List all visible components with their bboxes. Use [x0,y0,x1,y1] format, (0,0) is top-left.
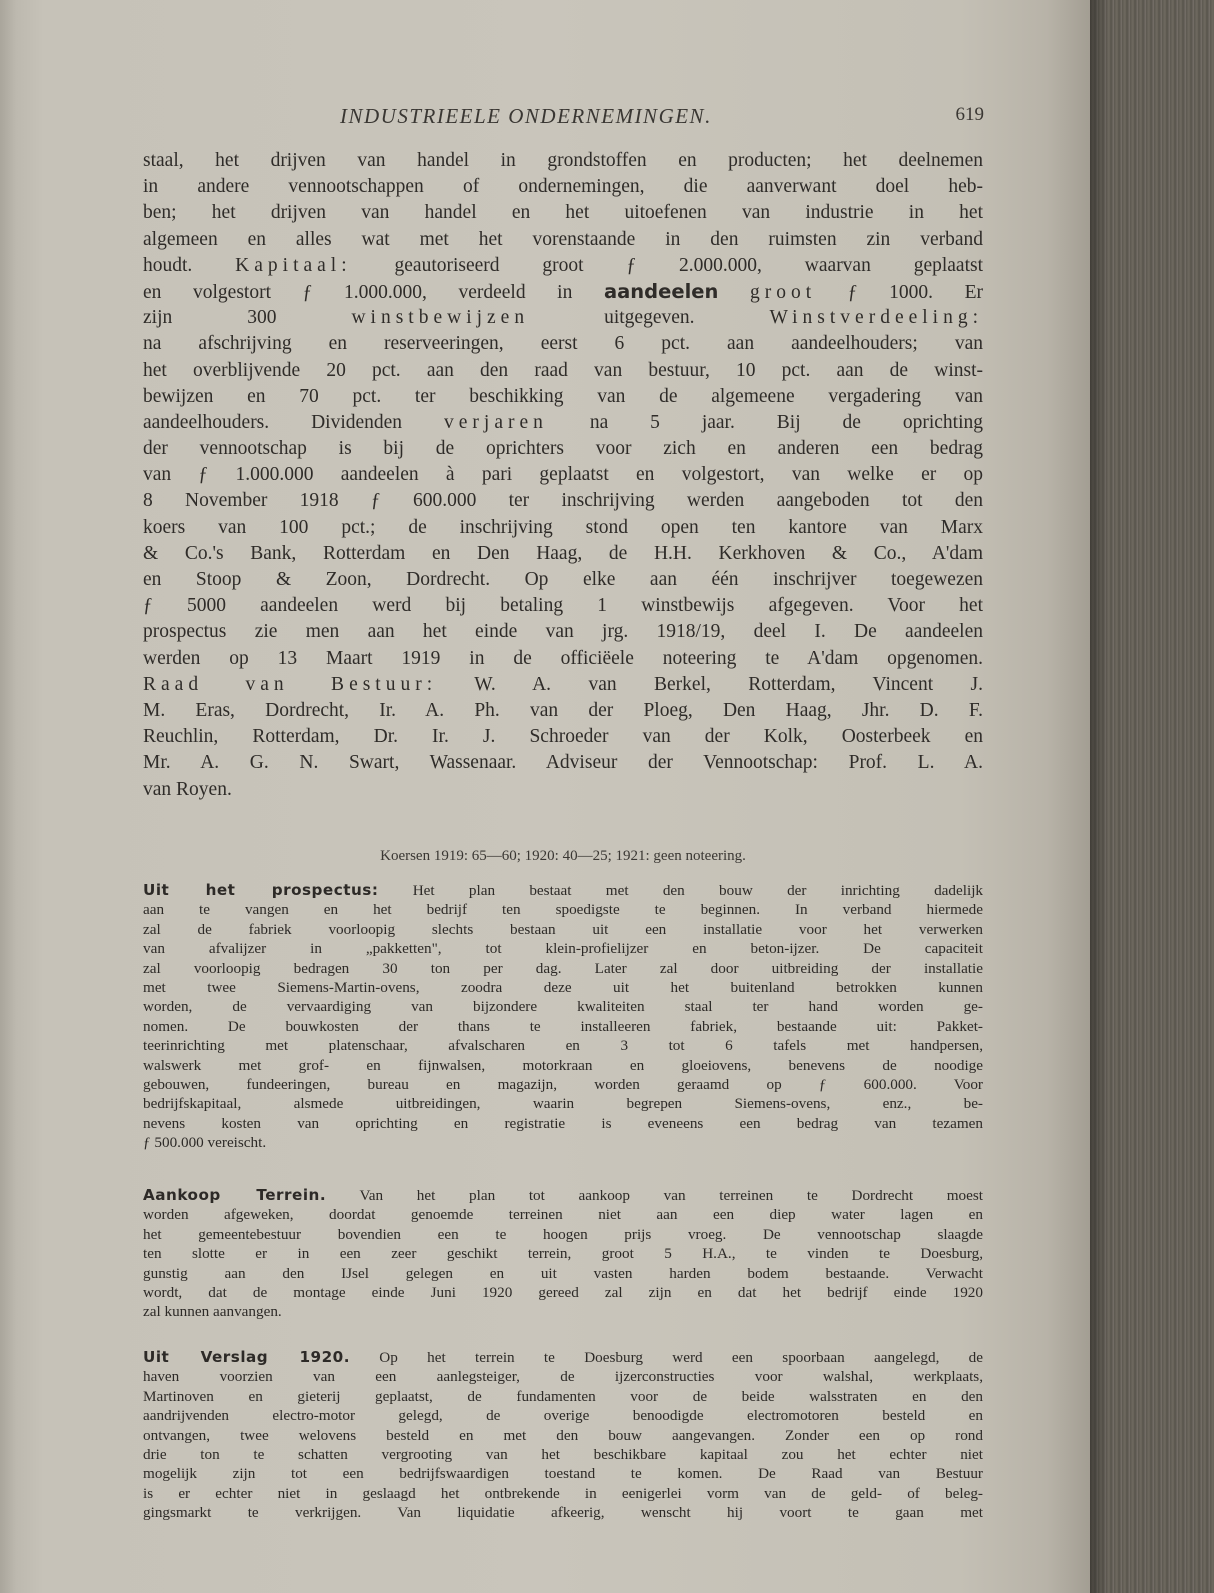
text-segment: en volgestort ƒ 1.000.000, verdeeld in [143,281,573,303]
text-segment: Het plan bestaat met den bouw der inrichting dadelijk [412,882,984,899]
text-line: van afvalijzer in „pakketten", tot klein-profielijzer en beton-ijzer. De capaciteit [143,940,983,958]
text-segment: ƒ 1000. Er [847,281,984,303]
text-segment: Van het plan tot aankoop van terreinen te Dordrecht moest [359,1187,983,1204]
winstverdeeling-heading: Winstverdeeling: [769,307,984,329]
text-line: mogelijk zijn tot een bedrijfswaardigen toestand te komen. De Raad van Bestuur [143,1465,983,1483]
text-line [143,253,983,279]
aankoop-terrein-section [143,1186,983,1322]
prospectus-section [143,881,983,1152]
text-segment: houdt. [143,254,193,276]
aandeelen-emphasis: aandeelen [603,279,719,303]
text-line: zal kunnen aanvangen. [143,1303,282,1321]
groot-emphasis: groot [749,281,817,303]
text-line: het overblijvende 20 pct. aan den raad van bestuur, 10 pct. aan de winst- [143,359,983,381]
text-line: nevens kosten van oprichting en registratie is eveneens een bedrag van tezamen [143,1114,983,1132]
text-line: met twee Siemens-Martin-ovens, zoodra deze uit het buitenland betrokken kunnen [143,978,983,996]
text-line: zal voorloopig bedragen 30 ton per dag. Later zal door uitbreiding der installatie [143,959,983,977]
text-line [143,672,983,698]
page-edge-stack [1090,0,1214,1593]
text-line: teerinrichting met platenschaar, afvalscharen en 3 tot 6 tafels met handpersen, [143,1037,983,1055]
text-line: M. Eras, Dordrecht, Ir. A. Ph. van der Ploeg, Den Haag, Jhr. D. F. [143,699,983,721]
text-line: aandrijvenden electro-motor gelegd, de overige benoodigde electromotoren besteld en [143,1407,983,1425]
verslag-label: Uit Verslag 1920. [143,1348,350,1366]
text-line: der vennootschap is bij de oprichters voor zich en anderen een bedrag [143,438,983,460]
page-header [140,100,990,136]
text-line: is er echter niet in geslaagd het ontbrekende in eenigerlei vorm van de geld- of beleg- [143,1484,983,1502]
text-line [143,1348,983,1367]
text-line [143,1186,983,1205]
text-line: wordt, dat de montage einde Juni 1920 gereed zal zijn en dat het bedrijf einde 1920 [143,1283,983,1301]
text-line: in andere vennootschappen of ondernemingen, die aanverwant doel heb- [143,176,983,198]
text-segment: na 5 jaar. Bij de oprichting [589,411,984,433]
verjaren-emphasis: verjaren [444,411,548,433]
raad-van-bestuur-heading: Raad van Bestuur: [143,673,438,695]
winstbewijzen-emphasis: winstbewijzen [351,307,530,329]
text-line: gunstig aan den IJsel gelegen en uit vasten harden bodem bestaande. Verwacht [143,1264,983,1282]
text-line: walswerk met grof- en fijnwalsen, motorkraan en gloeiovens, benevens de noodige [143,1056,983,1074]
text-line: gingsmarkt te verkrijgen. Van liquidatie afkeerig, wenscht hij voort te gaan met [143,1504,983,1522]
text-line: drie ton te schatten vergrooting van het beschikbare kapitaal zou het echter niet [143,1445,983,1463]
text-segment: zijn 300 [143,307,277,329]
text-segment: W. A. van Berkel, Rotterdam, Vincent J. [474,673,983,695]
text-line: ƒ 500.000 vereischt. [143,1134,267,1152]
text-line: koers van 100 pct.; de inschrijving stond open ten kantore van Marx [143,516,983,538]
aankoop-terrein-label: Aankoop Terrein. [143,1186,327,1204]
text-line: worden, de vervaardiging van bijzondere kwaliteiten staal ter hand worden ge- [143,998,983,1016]
text-line: werden op 13 Maart 1919 in de officiëele noteering te A'dam opgenomen. [143,647,983,669]
kapitaal-heading: Kapitaal: [235,254,352,276]
text-line: na afschrijving en reserveeringen, eerst 6 pct. aan aandeelhouders; van [143,333,983,355]
text-line: 8 November 1918 ƒ 600.000 ter inschrijving werden aangeboden tot den [143,490,983,512]
text-segment: uitgegeven. [604,307,695,329]
koersen-line: Koersen 1919: 65—60; 1920: 40—25; 1921: geen noteering. [380,848,746,864]
text-line: ten slotte er in een zeer geschikt terrein, groot 5 H.A., te vinden te Doesburg, [143,1245,983,1263]
text-line: van ƒ 1.000.000 aandeelen à pari geplaatst en volgestort, van welke er op [143,464,983,486]
text-line: prospectus zie men aan het einde van jrg. 1918/19, deel I. De aandeelen [143,621,983,643]
text-segment: geautoriseerd groot ƒ 2.000.000, waarvan geplaatst [394,254,984,276]
text-line: worden afgeweken, doordat genoemde terreinen niet aan een diep water lagen en [143,1206,983,1224]
text-line: bewijzen en 70 pct. ter beschikking van de algemeene vergadering van [143,385,983,407]
text-line: Martinoven en gieterij geplaatst, de fundamenten voor de beide walsstraten en den [143,1387,983,1405]
text-line: ontvangen, twee welovens besteld en met den bouw aangevangen. Zonder een op rond [143,1426,983,1444]
binding-shadow [1090,0,1108,1593]
page-number: 619 [955,104,984,125]
text-segment: Op het terrein te Doesburg werd een spoorbaan aangelegd, de [379,1349,983,1366]
running-title: INDUSTRIEELE ONDERNEMINGEN. [340,104,712,128]
text-line: Reuchlin, Rotterdam, Dr. Ir. J. Schroeder van der Kolk, Oosterbeek en [143,726,983,748]
text-line [143,881,983,900]
text-line: staal, het drijven van handel in grondstoffen en producten; het deelnemen [143,150,983,171]
text-line [143,279,983,305]
text-line: gebouwen, fundeeringen, bureau en magazijn, worden geraamd op ƒ 600.000. Voor [143,1075,983,1093]
text-line: ƒ 5000 aandeelen werd bij betaling 1 winstbewijs afgegeven. Voor het [143,595,983,617]
main-paragraph [143,148,983,803]
text-segment: aandeelhouders. Dividenden [143,411,403,433]
text-line: & Co.'s Bank, Rotterdam en Den Haag, de H.H. Kerkhoven & Co., A'dam [143,542,983,564]
text-line: zal de fabriek voorloopig slechts bestaan uit een installatie voor het verwerken [143,920,983,938]
text-line [143,410,983,436]
text-line: bedrijfskapitaal, alsmede uitbreidingen, waarin begrepen Siemens-ovens, enz., be- [143,1095,983,1113]
text-line [143,305,983,331]
prospectus-label: Uit het prospectus: [143,881,379,899]
text-line: ben; het drijven van handel en het uitoefenen van industrie in het [143,202,983,224]
text-line: het gemeentebestuur bovendien een te hoogen prijs vroeg. De vennootschap slaagde [143,1225,983,1243]
text-line: aan te vangen en het bedrijf ten spoedigste te beginnen. In verband hiermede [143,901,983,919]
verslag-1920-section [143,1348,983,1523]
text-line: algemeen en alles wat met het vorenstaande in den ruimsten zin verband [143,228,983,250]
text-line: haven voorzien van een aanlegsteiger, de ijzerconstructies voor walshal, werkplaats, [143,1368,983,1386]
text-line: van Royen. [143,778,232,800]
text-line: nomen. De bouwkosten der thans te installeeren fabriek, bestaande uit: Pakket- [143,1017,983,1035]
text-line: en Stoop & Zoon, Dordrecht. Op elke aan één inschrijver toegewezen [143,569,983,590]
text-line: Mr. A. G. N. Swart, Wassenaar. Adviseur der Vennootschap: Prof. L. A. [143,752,983,774]
